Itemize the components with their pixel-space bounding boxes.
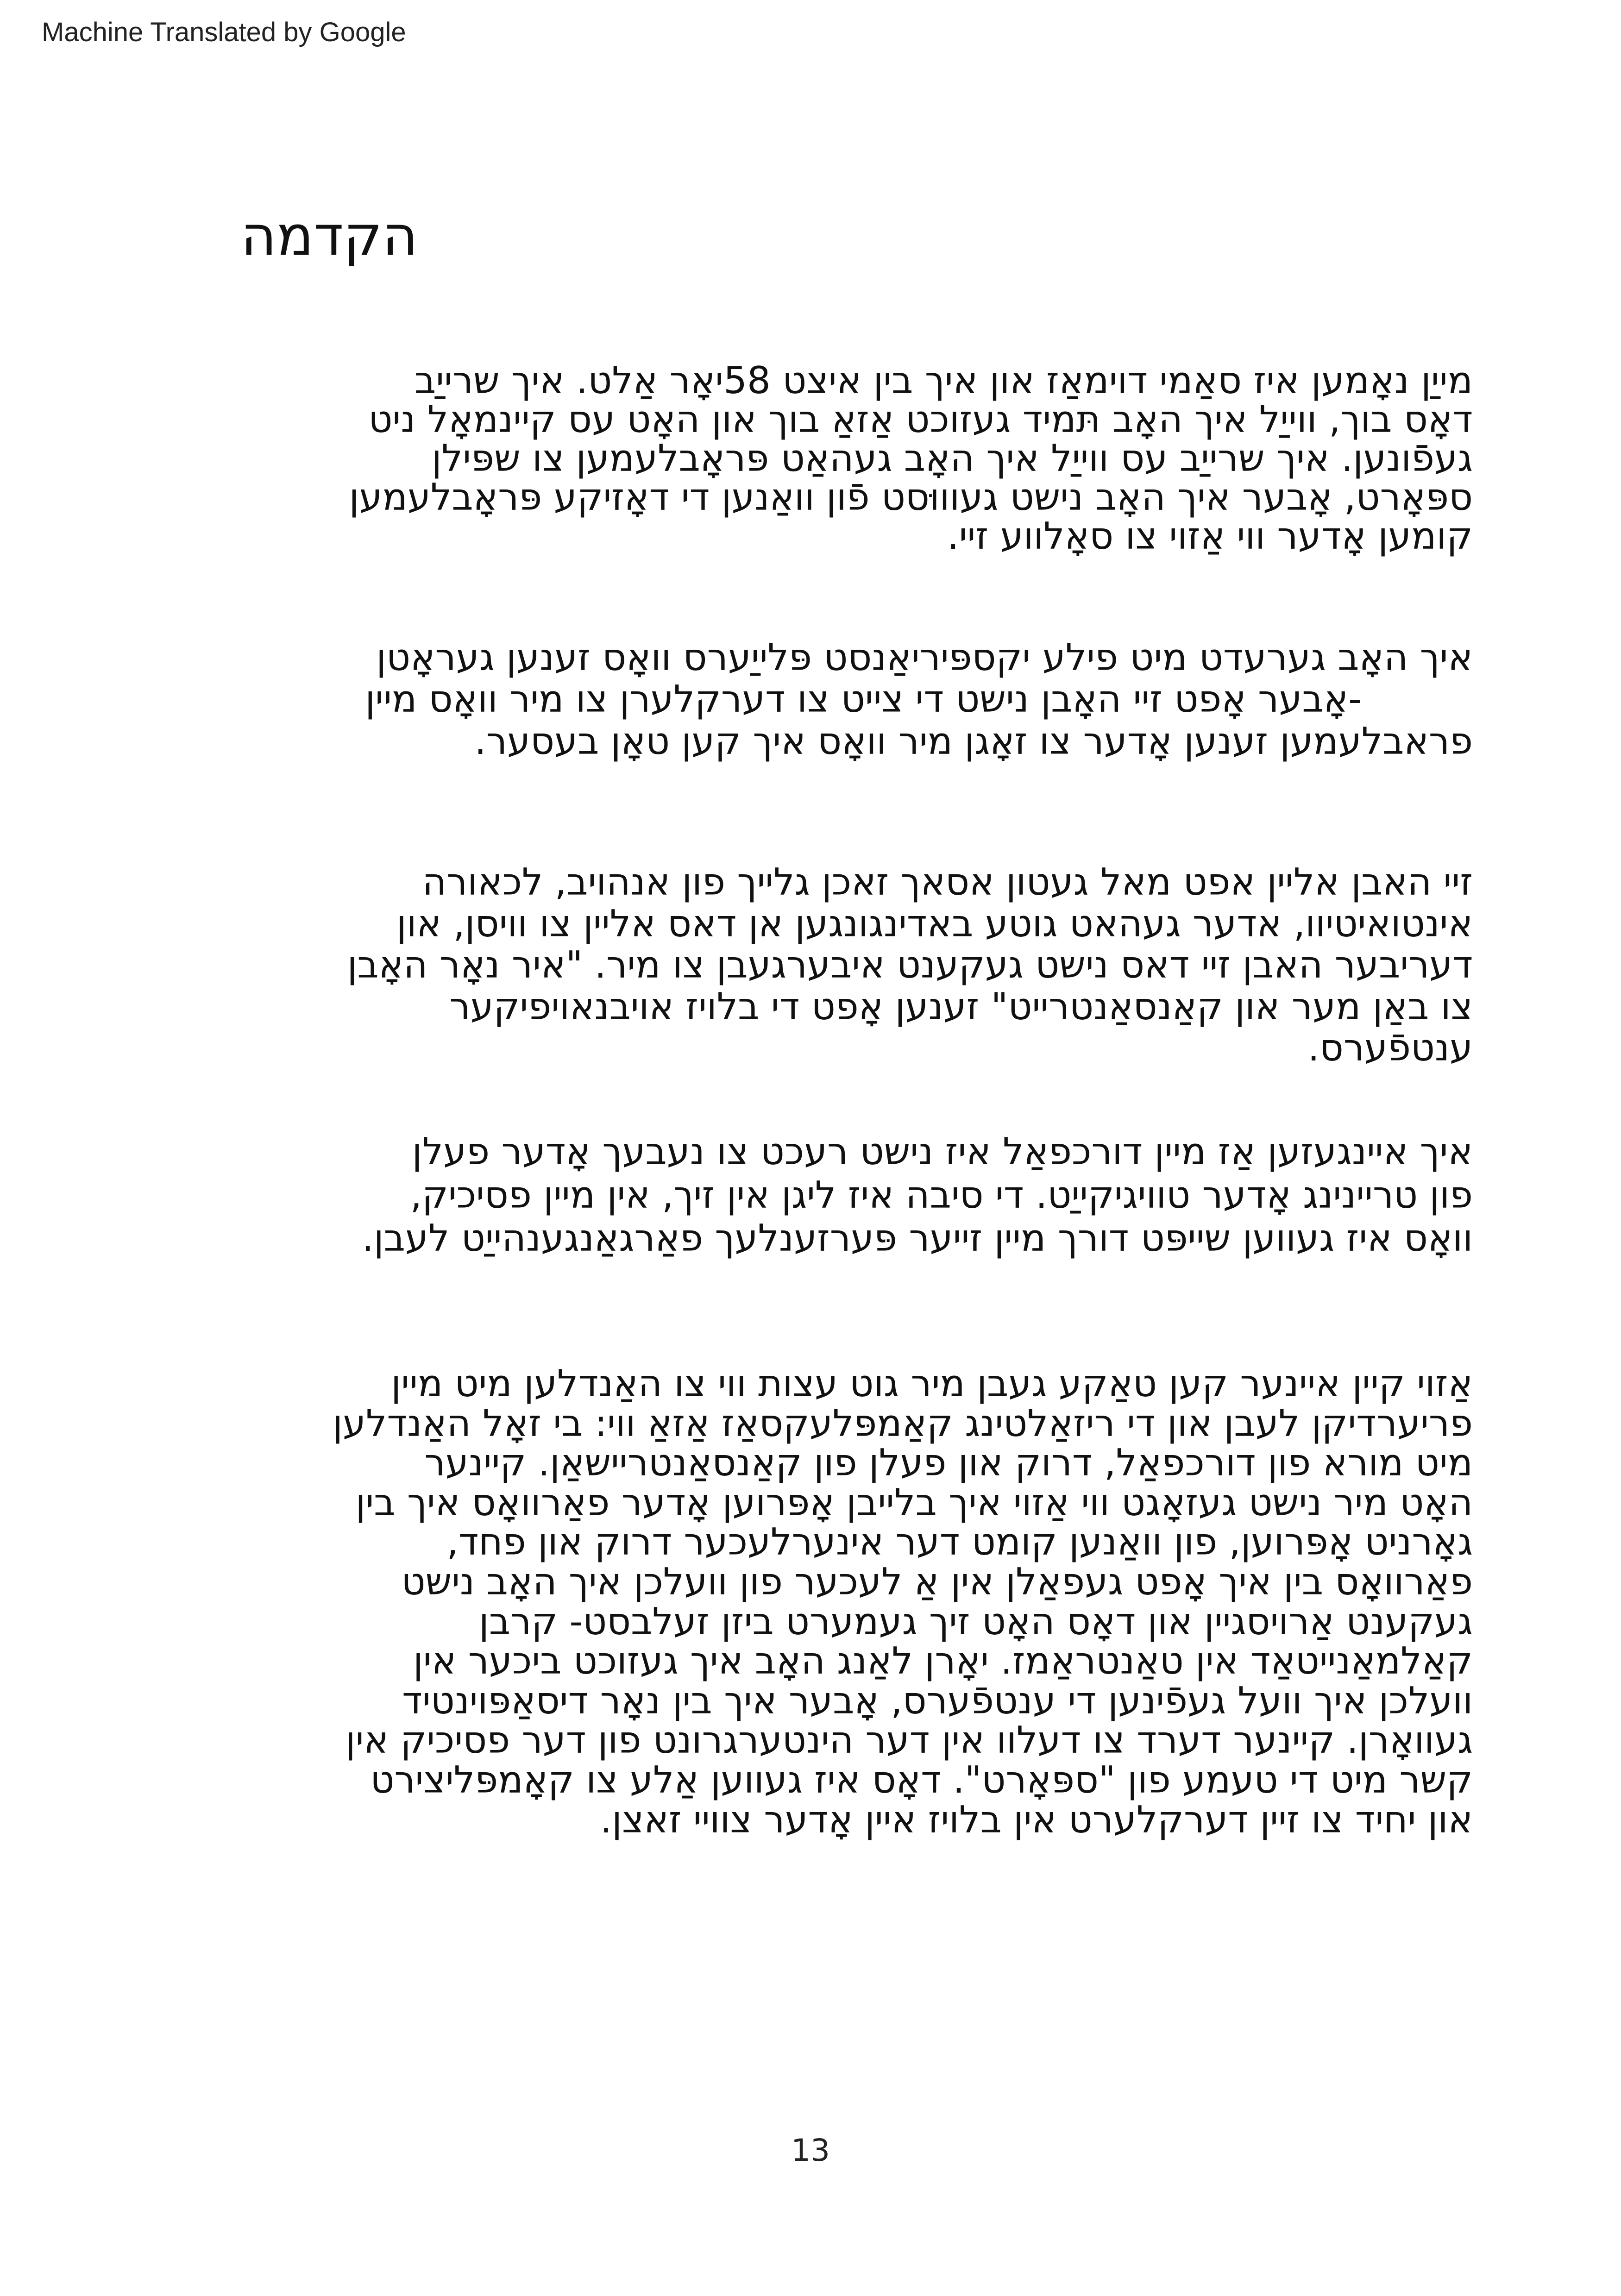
paragraph-line: וואָס איז געווען שייפּט דורך מיין זייער פּערזענלעך פאַרגאַנגענהייַט לעבן. [362,1217,1473,1260]
machine-translation-watermark: Machine Translated by Google [42,17,406,47]
paragraph-line: דעריבער האבן זיי דאס נישט געקענט איבערגעבן צו מיר. "איר נאָר האָבן [347,943,1473,987]
paragraph-line: מייַן נאָמען איז סאַמי דוימאַז און איך בין איצט 58יאָר אַלט. איך שרייַב [414,359,1473,402]
paragraph-line: -אָבער אָפט זיי האָבן נישט די צייט צו דערקלערן צו מיר וואָס מיין [365,678,1362,721]
paragraph-line: האָט מיר נישט געזאָגט ווי אַזוי איך בלייבן אָפּרוען אָדער פאַרוואָס איך בין [355,1480,1473,1524]
paragraph-line: גאָרניט אָפּרוען, פון וואַנען קומט דער אינערלעכער דרוק און פחד, [446,1520,1473,1564]
paragraph-line: צו באַן מער און קאַנסאַנטרייט" זענען אָפט די בלויז אויבנאויפיקער [449,985,1473,1028]
paragraph-line: דאָס בוך, ווייַל איך האָב תּמיד געזוכט אַזאַ בוך און האָט עס קיינמאָל ניט [368,398,1473,441]
paragraph-line: זיי האבן אליין אפט מאל געטון אסאך זאכן גלייך פון אנהויב, לכאורה [422,860,1473,903]
paragraph-line: געוואָרן. קיינער דערד צו דעלוו אין דער הינטערגרונט פון דער פסיכיק אין [345,1719,1473,1762]
paragraph-line: קומען אָדער ווי אַזוי צו סאָלווע זיי. [947,514,1473,558]
page-number: 13 [791,2133,830,2168]
paragraph-line: וועלכן איך וועל געפֿינען די ענטפֿערס, אָבער איך בין נאָר דיסאַפּוינטיד [402,1679,1473,1722]
paragraph-line: איך האָב גערעדט מיט פילע יקספּיריאַנסט פּלייַערס וואָס זענען געראָטן [376,636,1473,679]
paragraph-5 [130,1364,1473,1839]
paragraph-line: געקענט אַרויסגיין און דאָס האָט זיך געמערט ביזן זעלבסט- קרבן [479,1600,1473,1643]
paragraph-line: אַזוי קיין איינער קען טאַקע געבן מיר גוט עצות ווי צו האַנדלען מיט מיין [391,1362,1473,1405]
paragraph-line: פון טריינינג אָדער טוויגיקייַט. די סיבה איז ליגן אין זיך, אין מיין פסיכיק, [410,1173,1473,1217]
paragraph-line: ספּאָרט, אָבער איך האָב נישט געוווּסט פֿון וואַנען די דאָזיקע פּראָבלעמען [349,476,1473,519]
paragraph-line: פאַרוואָס בין איך אָפט געפאַלן אין אַ לעכער פון וועלכן איך האָב נישט [401,1560,1473,1603]
paragraph-line: פריערדיקן לעבן און די ריזאַלטינג קאַמפּלעקסאַז אַזאַ ווי: בי זאָל האַנדלען [333,1401,1473,1445]
paragraph-line: ענטפֿערס. [1307,1026,1473,1070]
paragraph-line: און יחיד צו זיין דערקלערט אין בלויז איין אָדער צוויי זאצן. [600,1798,1473,1841]
paragraph-line: קאַלמאַנייטאַד אין טאַנטראַמז. יאָרן לאַנג האָב איך געזוכט ביכער אין [413,1639,1473,1683]
paragraph-line: אינטואיטיוו, אדער געהאט גוטע באדינגונגען אן דאס אליין צו וויסן, און [396,902,1473,945]
paragraph-2 [130,637,1473,762]
paragraph-line: איך איינגעזען אַז מיין דורכפאַל איז נישט רעכט צו נעבעך אָדער פעלן [412,1130,1473,1173]
paragraph-line: מיט מורא פון דורכפאַל, דרוק און פעלן פון קאַנסאַנטריישאַן. קיינער [424,1441,1473,1485]
paragraph-1 [130,361,1473,556]
paragraph-line: פראבלעמען זענען אָדער צו זאָגן מיר וואָס איך קען טאָן בעסער. [474,719,1473,763]
paragraph-line: געפֿונען. איך שרייַב עס ווייַל איך האָב געהאַט פּראָבלעמען צו שפּילן [431,437,1473,480]
paragraph-4 [130,1130,1473,1260]
chapter-title: הקדמה [241,204,418,268]
paragraph-line: קשר מיט די טעמע פון "ספּאָרט". דאָס איז געווען אַלע צו קאָמפּליצירט [370,1758,1473,1801]
paragraph-3 [130,861,1473,1069]
